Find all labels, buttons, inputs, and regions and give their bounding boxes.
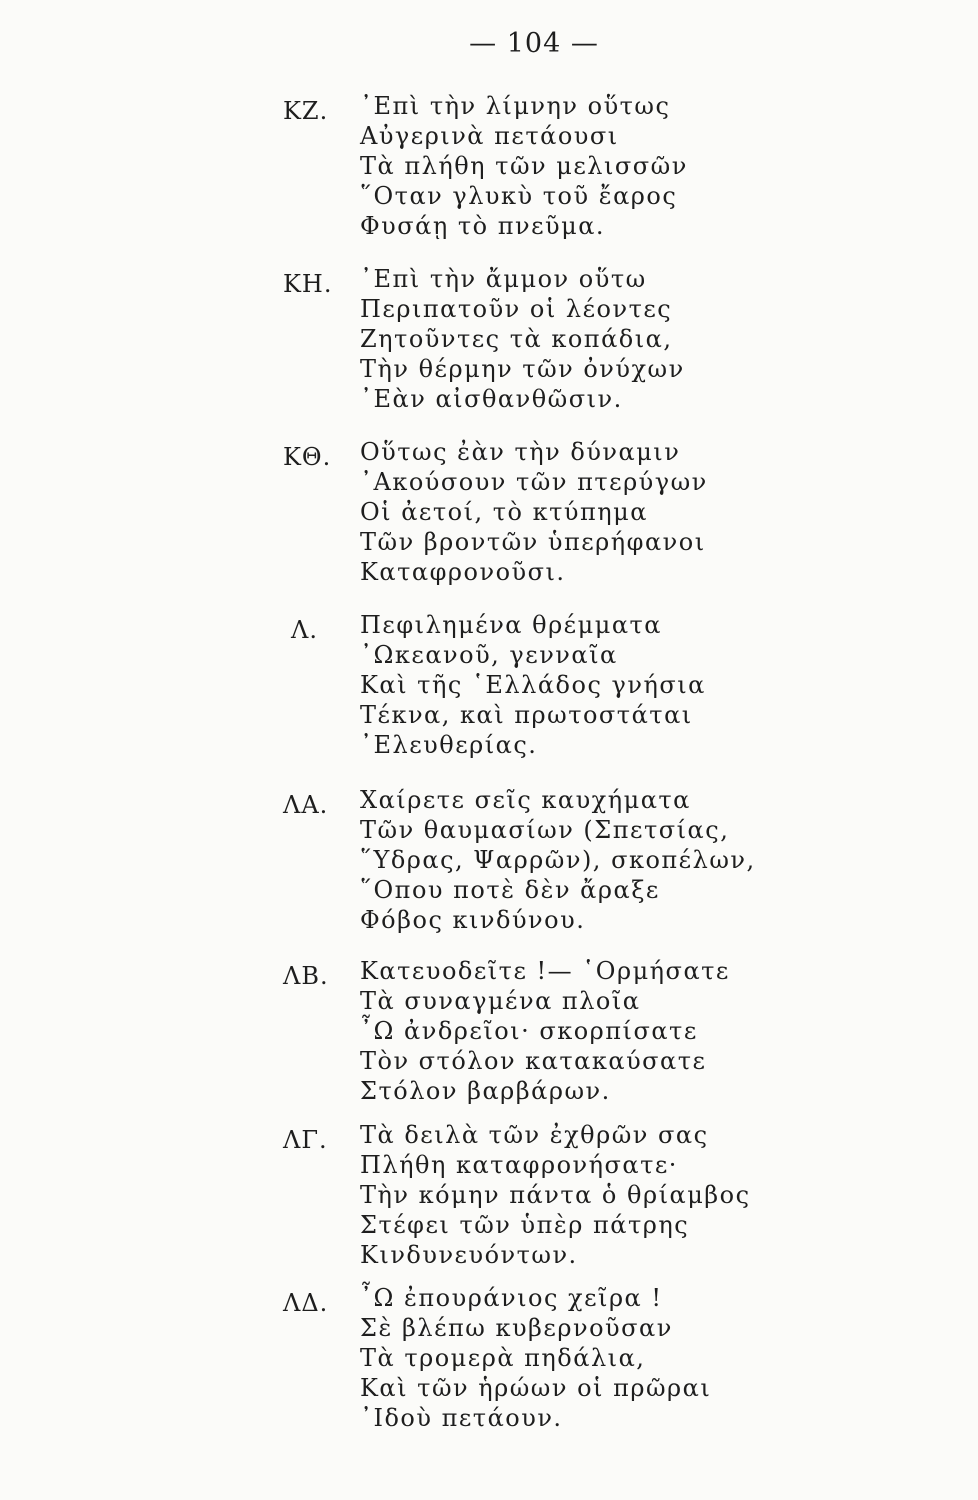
verse-line: ῏Ω ἐπουράνιος χεῖρα ! — [360, 1284, 663, 1312]
verse-line: Τῶν βροντῶν ὑπερήφανοι — [360, 528, 706, 556]
verse-line: Φόβος κινδύνου. — [360, 906, 586, 934]
verse-line: Πεφιλημένα θρέμματα — [360, 611, 663, 639]
verse-line: Τὴν κόμην πάντα ὁ θρίαμβος — [360, 1181, 751, 1209]
verse-line: Αὐγερινὰ πετάουσι — [360, 122, 619, 150]
verse-line: ᾿Ακούσουν τῶν πτερύγων — [360, 468, 708, 496]
verse-line: Περιπατοῦν οἱ λέοντες — [360, 295, 673, 323]
verse-line: Σὲ βλέπω κυβερνοῦσαν — [360, 1314, 673, 1342]
verse-line: ᾿Ωκεανοῦ, γενναῖα — [360, 641, 618, 669]
stanza-number: Λ. — [291, 616, 318, 644]
stanza-number: ΛΒ. — [283, 962, 329, 990]
verse-line: Φυσάῃ τὸ πνεῦμα. — [360, 212, 606, 240]
stanza-lines — [360, 437, 708, 587]
verse-line: Τὸν στόλον κατακαύσατε — [360, 1047, 707, 1075]
verse-line: ᾿Ελευθερίας. — [360, 731, 538, 759]
verse-line: Οὕτως ἐὰν τὴν δύναμιν — [360, 438, 681, 466]
verse-line: Τὰ δειλὰ τῶν ἐχθρῶν σας — [360, 1121, 709, 1149]
verse-line: Ζητοῦντες τὰ κοπάδια, — [360, 325, 673, 353]
stanza-number: ΚΘ. — [283, 443, 332, 471]
verse-line: ῞Υδρας, Ψαρρῶν), σκοπέλων, — [360, 846, 756, 874]
verse-line: Τὰ πλήθη τῶν μελισσῶν — [360, 152, 688, 180]
verse-line: Τέκνα, καὶ πρωτοστάται — [360, 701, 693, 729]
page-number: — 104 — — [469, 28, 599, 59]
verse-line: ᾿Ιδοὺ πετάουν. — [360, 1404, 563, 1432]
verse-line: Οἱ ἀετοί, τὸ κτύπημα — [360, 498, 648, 526]
verse-line: Καταφρονοῦσι. — [360, 558, 566, 586]
verse-line: Τὰ συναγμένα πλοῖα — [360, 987, 641, 1015]
stanza-lines — [360, 610, 706, 760]
verse-line: Στόλον βαρβάρων. — [360, 1077, 611, 1105]
verse-line: ῞Οπου ποτὲ δὲν ἄραξε — [360, 876, 660, 904]
stanza-lines — [360, 91, 688, 241]
stanza-number: ΛΑ. — [283, 791, 329, 819]
verse-line: Καὶ τῶν ἡρώων οἱ πρῶραι — [360, 1374, 712, 1402]
stanza-lines — [360, 1120, 751, 1270]
verse-line: ᾿Επὶ τὴν λίμνην οὕτως — [360, 92, 671, 120]
verse-line: ῞Οταν γλυκὺ τοῦ ἔαρος — [360, 182, 678, 210]
verse-line: Κινδυνευόντων. — [360, 1241, 578, 1269]
stanza-number: ΚΖ. — [283, 97, 329, 125]
stanza-number: ΛΓ. — [283, 1126, 328, 1154]
verse-line: Πλήθη καταφρονήσατε· — [360, 1151, 678, 1179]
stanza-lines — [360, 956, 730, 1106]
verse-line: Κατευοδεῖτε !— ῾Ορμήσατε — [360, 957, 730, 985]
stanza-lines — [360, 264, 685, 414]
verse-line: Χαίρετε σεῖς καυχήματα — [360, 786, 691, 814]
stanza-number: ΚΗ. — [283, 270, 333, 298]
stanza-number: ΛΔ. — [283, 1289, 329, 1317]
verse-line: Στέφει τῶν ὑπὲρ πάτρης — [360, 1211, 690, 1239]
stanza-lines — [360, 785, 756, 935]
verse-line: Καὶ τῆς ῾Ελλάδος γνήσια — [360, 671, 706, 699]
verse-line: Τὰ τρομερὰ πηδάλια, — [360, 1344, 646, 1372]
verse-line: Τῶν θαυμασίων (Σπετσίας, — [360, 816, 730, 844]
stanza-lines — [360, 1283, 711, 1433]
verse-line: ᾿Επὶ τὴν ἄμμον οὕτω — [360, 265, 647, 293]
verse-line: ῏Ω ἀνδρεῖοι· σκορπίσατε — [360, 1017, 698, 1045]
verse-line: Τὴν θέρμην τῶν ὀνύχων — [360, 355, 685, 383]
verse-line: ᾿Εὰν αἰσθανθῶσιν. — [360, 385, 623, 413]
